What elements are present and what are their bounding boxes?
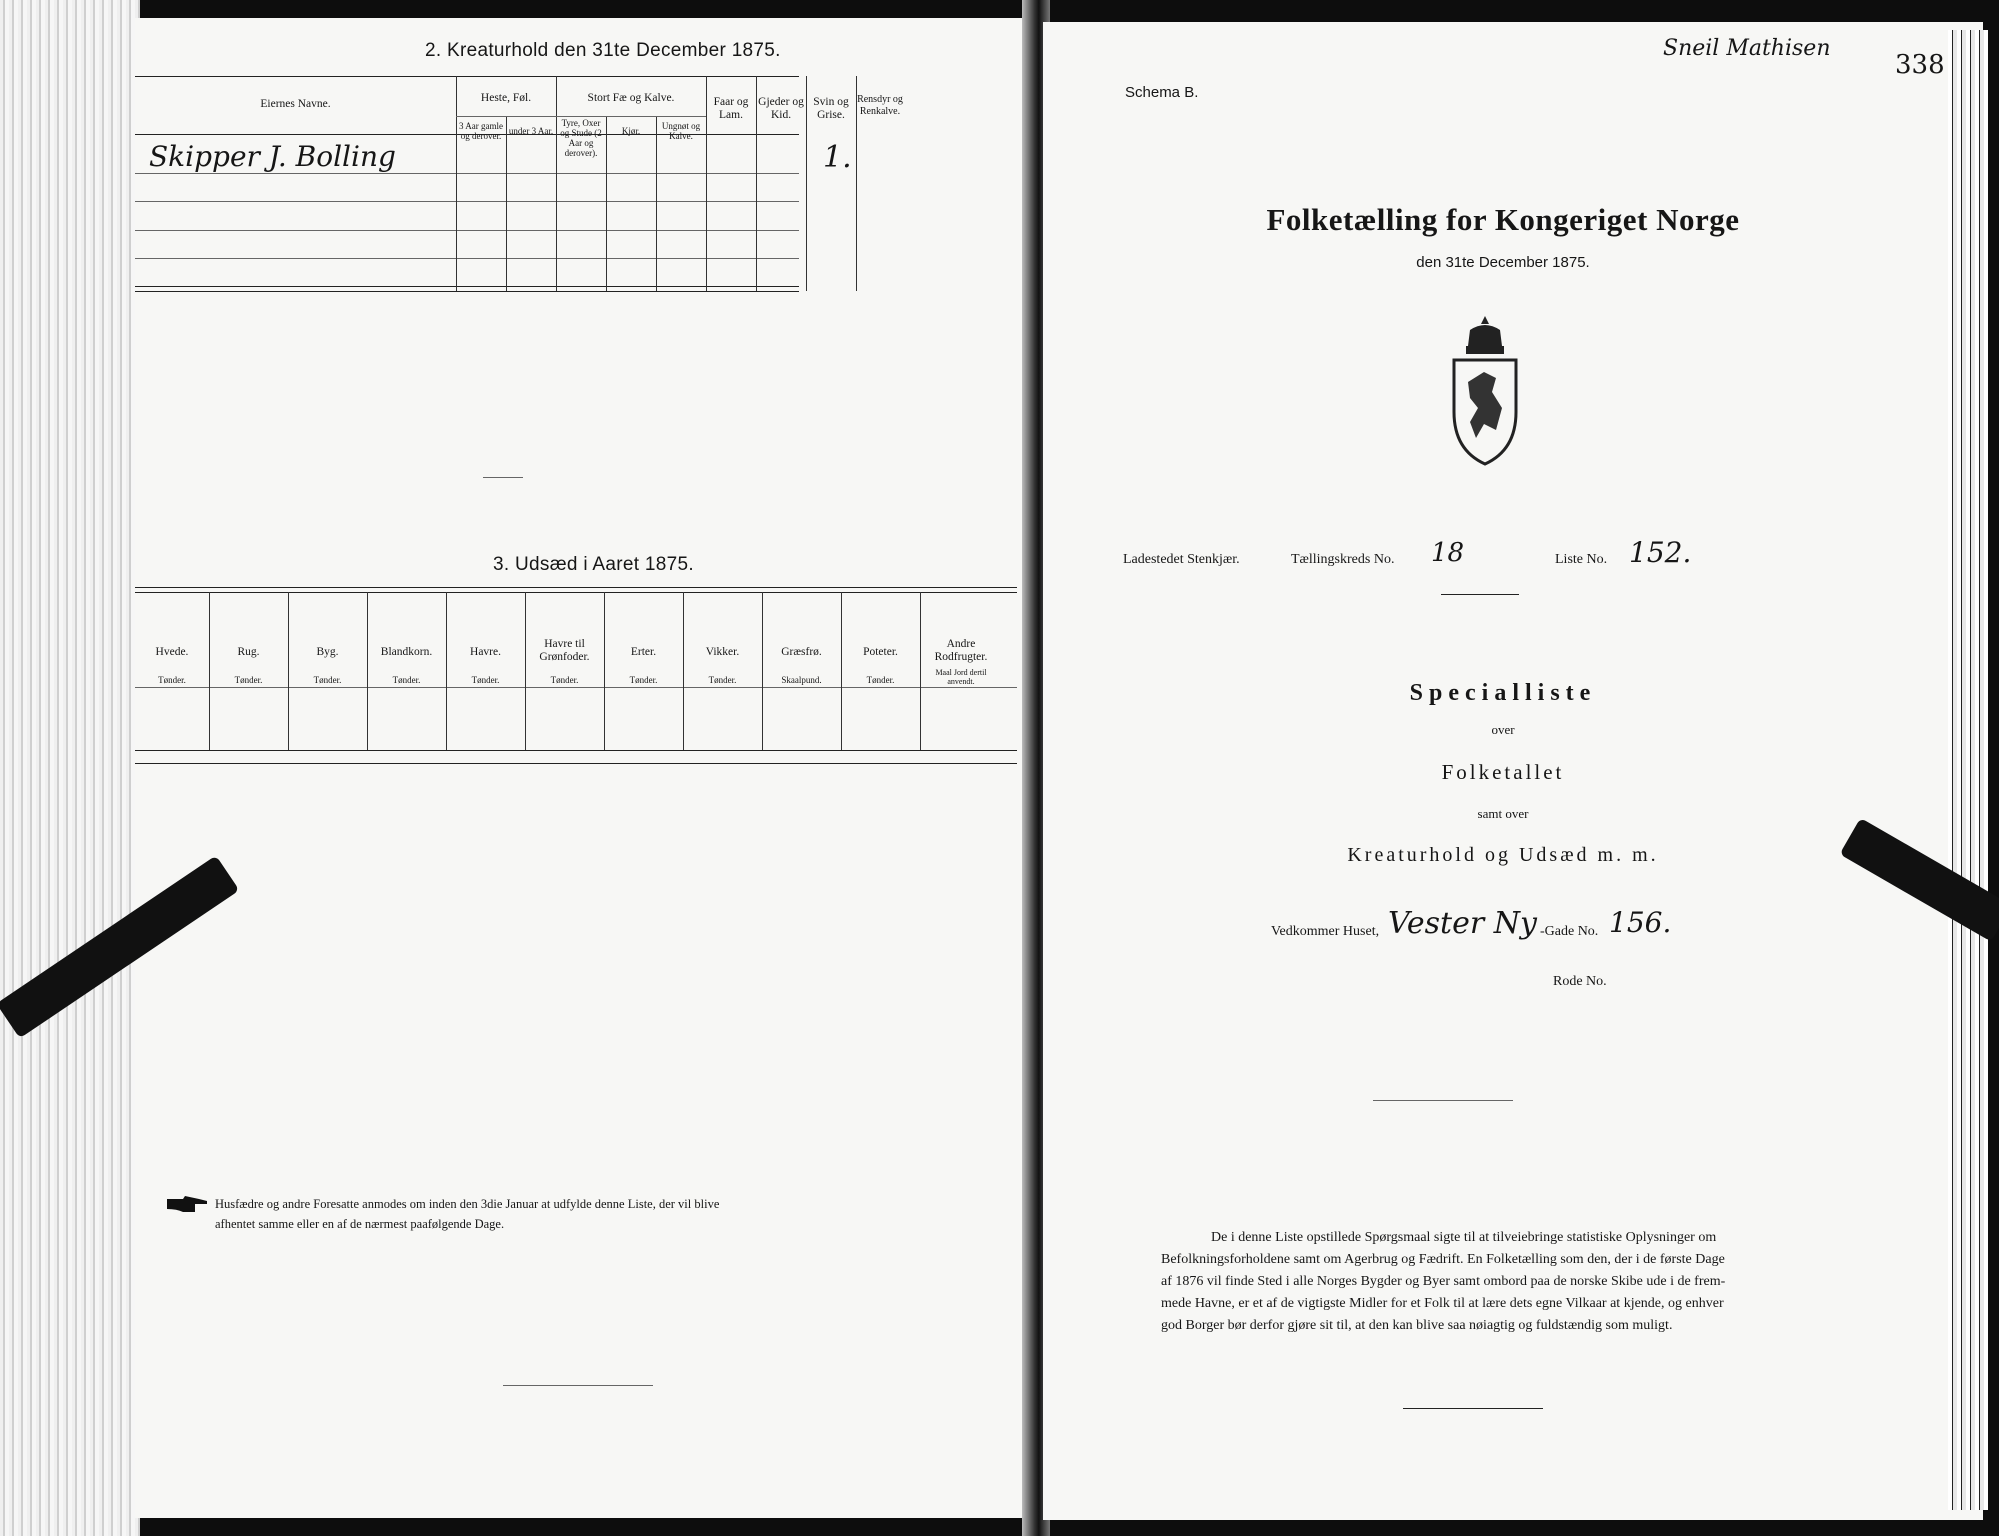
group-horses: Heste, Føl.	[480, 92, 532, 104]
col-young-cattle: Ungnøt og Kalve.	[661, 121, 701, 141]
table-row-line	[135, 230, 799, 231]
schema-label: Schema B.	[1125, 84, 1199, 101]
group-header-rule	[456, 116, 706, 117]
corner-handwritten-note: Sneil Mathisen	[1663, 36, 1831, 61]
folketallet-heading: Folketallet	[1441, 760, 1565, 784]
sowing-table-bottom	[135, 763, 1017, 764]
col-divider	[606, 116, 607, 291]
sowing-header-rule	[135, 687, 1017, 688]
col-divider	[525, 592, 526, 750]
house-label: Vedkommer Huset,	[1271, 924, 1380, 939]
short-divider	[1441, 594, 1519, 595]
list-label: Liste No.	[1555, 552, 1608, 567]
unit-oats: Tønder.	[471, 675, 500, 685]
census-date: den 31te December 1875.	[1416, 254, 1590, 271]
col-divider	[762, 592, 763, 750]
col-oats-fodder: Havre til Grønfoder.	[539, 638, 590, 663]
col-vetch: Vikker.	[705, 646, 740, 658]
unit-mixed-grain: Tønder.	[392, 675, 421, 685]
col-peas: Erter.	[630, 646, 657, 658]
col-divider	[604, 592, 605, 750]
district-number: 18	[1431, 538, 1465, 568]
col-divider	[656, 116, 657, 291]
unit-vetch: Tønder.	[708, 675, 737, 685]
paragraph-line: mede Havne, er et af de vigtigste Midler for et Folk til at lære dets egne Vilkaar at kjende, og enhver	[1161, 1296, 1724, 1311]
left-page	[135, 18, 1033, 1518]
rode-label: Rode No.	[1553, 974, 1607, 989]
pointing-hand-icon	[165, 1193, 209, 1215]
list-number: 152.	[1629, 536, 1692, 569]
col-divider	[756, 76, 757, 291]
col-divider	[920, 592, 921, 750]
col-divider	[841, 592, 842, 750]
col-sheep: Faar og Lam.	[713, 96, 749, 121]
col-barley: Byg.	[316, 646, 339, 658]
col-owner-names: Eiernes Navne.	[260, 98, 331, 110]
separator-dash	[483, 477, 523, 478]
col-reindeer: Rensdyr og Renkalve.	[857, 94, 903, 117]
street-label: -Gade No.	[1540, 924, 1599, 939]
col-rye: Rug.	[237, 646, 260, 658]
col-grass-seed: Græsfrø.	[781, 646, 822, 658]
pigs-count-entry: 1.	[823, 140, 852, 175]
street-number-entry: 156.	[1609, 906, 1672, 939]
group-cattle: Stort Fæ og Kalve.	[587, 92, 675, 104]
paragraph-line: af 1876 vil finde Sted i alle Norges Bygder og Byer samt ombord paa de norske Skibe ude i de frem-	[1161, 1274, 1726, 1289]
district-label: Tællingskreds No.	[1291, 552, 1395, 567]
col-mixed-grain: Blandkorn.	[380, 646, 433, 658]
section-3-title: 3. Udsæd i Aaret 1875.	[493, 554, 694, 575]
unit-barley: Tønder.	[313, 675, 342, 685]
col-cows: Kjør.	[621, 126, 641, 136]
over-text-2: samt over	[1477, 806, 1529, 821]
paragraph-line: Befolkningsforholdene samt om Agerbrug og Fædrift. En Folketælling som den, der i de første Dage	[1161, 1252, 1725, 1267]
footer-rule	[1403, 1408, 1543, 1409]
right-page-edges	[1948, 30, 1988, 1510]
col-pigs: Svin og Grise.	[813, 96, 849, 121]
col-divider	[367, 592, 368, 750]
unit-potatoes: Tønder.	[866, 675, 895, 685]
page-number: 338	[1895, 50, 1945, 80]
footer-rule	[503, 1385, 653, 1386]
notice-line-1: Husfædre og andre Foresatte anmodes om inden den 3die Januar at udfylde denne Liste, der vil blive	[215, 1197, 720, 1211]
col-divider	[806, 76, 807, 291]
livestock-heading: Kreaturhold og Udsæd m. m.	[1347, 844, 1659, 866]
sowing-table-bottom	[135, 750, 1017, 751]
specialliste-heading: Specialliste	[1409, 680, 1597, 706]
col-potatoes: Poteter.	[863, 646, 898, 658]
table-bottom-rule	[135, 291, 799, 292]
table-top-rule	[135, 76, 799, 77]
col-divider	[288, 592, 289, 750]
notice-text	[215, 1194, 855, 1234]
col-divider	[209, 592, 210, 750]
col-wheat: Hvede.	[155, 646, 189, 658]
sowing-table-top	[135, 592, 1017, 593]
table-row-line	[135, 173, 799, 174]
paragraph-line: De i denne Liste opstillede Spørgsmaal sigte til at tilveiebringe statistiske Oplysninger om	[1211, 1230, 1717, 1245]
book-page-edges	[0, 0, 140, 1536]
col-divider	[446, 592, 447, 750]
col-bulls-oxen: Tyre, Oxer og Stude (2 Aar og derover).	[560, 118, 602, 158]
owner-name-entry: Skipper J. Bolling	[149, 140, 396, 173]
col-goats: Gjeder og Kid.	[758, 96, 804, 121]
house-street-entry: Vester Ny	[1388, 906, 1537, 941]
unit-other-roots: Maal Jord dertil anvendt.	[935, 668, 987, 686]
right-page	[1043, 22, 1983, 1520]
unit-rye: Tønder.	[234, 675, 263, 685]
col-divider	[506, 116, 507, 291]
sowing-table-top	[135, 587, 1017, 588]
col-divider	[683, 592, 684, 750]
section-2-title: 2. Kreaturhold den 31te December 1875.	[425, 40, 781, 61]
dotted-divider	[1373, 1100, 1513, 1101]
col-divider	[456, 76, 457, 291]
col-divider	[556, 76, 557, 291]
unit-oats-fodder: Tønder.	[550, 675, 579, 685]
paragraph-line: god Borger bør derfor gjøre sit til, at den kan blive saa nøiagtig og fuldstændig som muligt.	[1161, 1318, 1673, 1333]
norway-coat-of-arms-icon	[1440, 312, 1530, 472]
unit-peas: Tønder.	[629, 675, 658, 685]
table-row-line	[135, 258, 799, 259]
place-label: Ladestedet Stenkjær.	[1123, 552, 1240, 567]
col-horses-under-3: under 3 Aar.	[508, 126, 554, 136]
col-oats: Havre.	[470, 646, 501, 658]
unit-wheat: Tønder.	[158, 675, 186, 685]
col-divider	[706, 76, 707, 291]
over-text-1: over	[1491, 722, 1515, 737]
table-row-line	[135, 201, 799, 202]
col-horses-3-years: 3 Aar gamle og derover.	[459, 121, 503, 141]
explanatory-paragraph	[1161, 1227, 1891, 1337]
notice-line-2: afhentet samme eller en af de nærmest paafølgende Dage.	[215, 1217, 505, 1231]
unit-grass-seed: Skaalpund.	[781, 675, 822, 685]
table-bottom-rule	[135, 286, 799, 287]
col-other-roots: Andre Rodfrugter.	[934, 638, 988, 663]
main-title: Folketælling for Kongeriget Norge	[1266, 202, 1740, 237]
